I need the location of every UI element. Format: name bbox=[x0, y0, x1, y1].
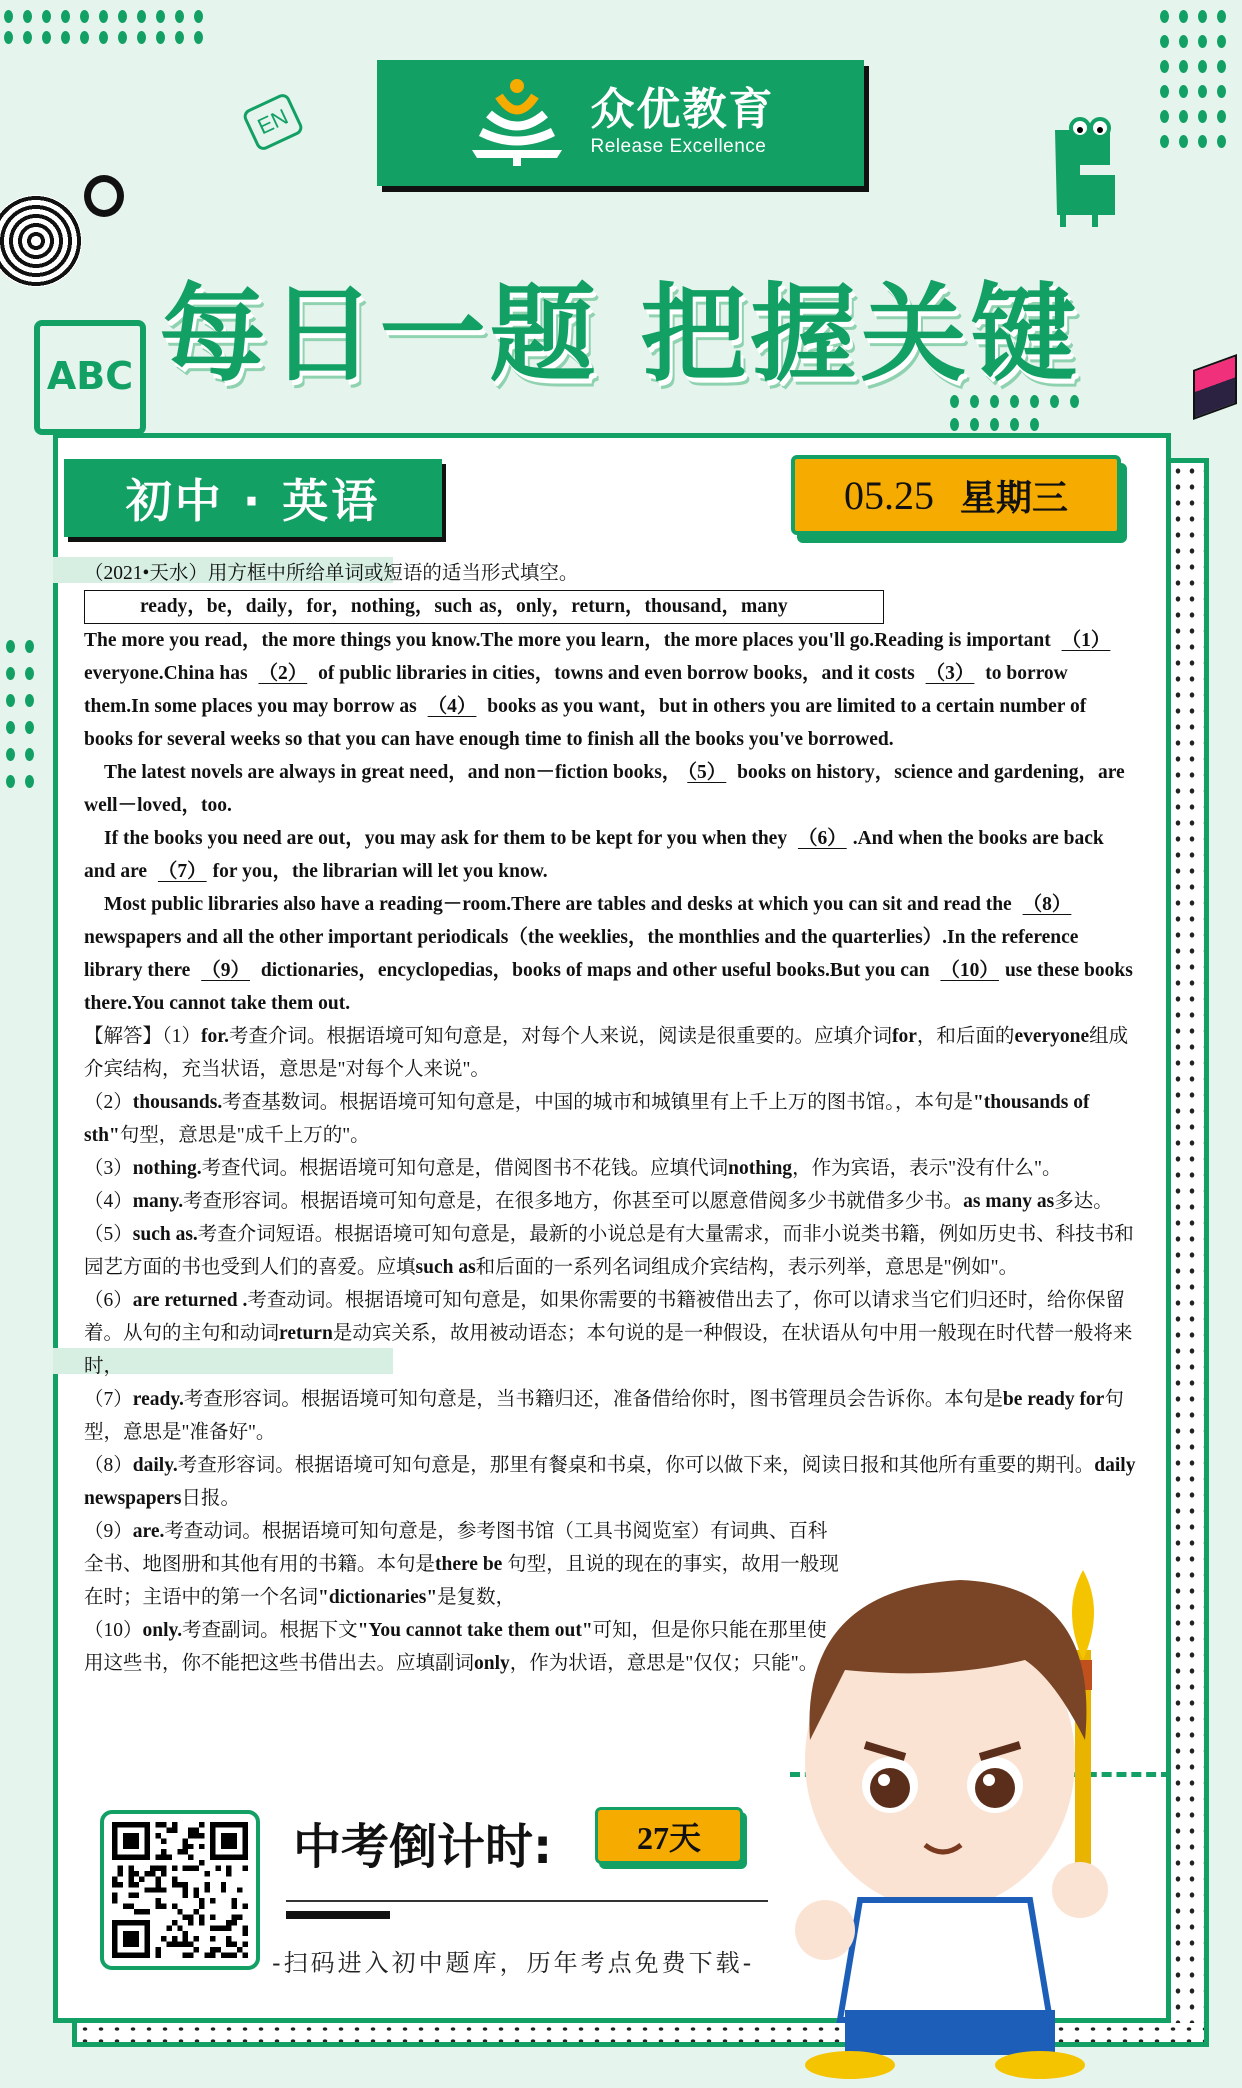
dot bbox=[1160, 35, 1169, 48]
date-badge bbox=[791, 455, 1121, 535]
decor-dots bbox=[4, 10, 203, 44]
text-segment: 考查形容词。根据语境可知句意是，那里有餐桌和书桌，你可以做下来，阅读日报和其他所有重要的期刊。 bbox=[177, 1455, 1095, 1476]
text-segment: books on history，science and gardening，are well－loved，too. bbox=[84, 762, 1125, 816]
dot bbox=[118, 10, 127, 23]
dot bbox=[1179, 10, 1188, 23]
passage-paragraph bbox=[84, 822, 1136, 888]
dot bbox=[1160, 110, 1169, 123]
answer-blank: （2） bbox=[258, 663, 308, 684]
text-segment: newspapers and all the other important periodicals（the weeklies，the monthlies and the quarterlies）.In the reference library there bbox=[84, 927, 1079, 981]
dot bbox=[1160, 60, 1169, 73]
text-segment: nothing bbox=[728, 1158, 793, 1179]
dot bbox=[25, 640, 34, 653]
dot bbox=[990, 418, 999, 431]
letter-e-mascot-icon bbox=[1045, 110, 1137, 230]
answer-blank: （10） bbox=[940, 960, 999, 981]
dot bbox=[4, 10, 13, 23]
dot bbox=[1217, 35, 1226, 48]
decor-dots bbox=[1160, 10, 1226, 148]
ring-icon bbox=[84, 175, 124, 217]
dot bbox=[1217, 10, 1226, 23]
dot bbox=[1010, 418, 1019, 431]
question-content bbox=[84, 557, 1136, 1680]
dot bbox=[99, 31, 108, 44]
dot bbox=[25, 775, 34, 788]
passage bbox=[84, 624, 1136, 1020]
text-segment: "dictionaries" bbox=[318, 1587, 438, 1608]
divider-accent bbox=[286, 1911, 390, 1919]
text-segment: The more you read，the more things you know.The more you learn，the more places you'll go.Reading is important bbox=[84, 630, 1056, 651]
abc-book-icon: ABC bbox=[34, 320, 146, 435]
text-segment: to borrow them.In some places you may borrow as bbox=[84, 663, 1068, 717]
dot bbox=[80, 10, 89, 23]
text-segment: nothing. bbox=[132, 1158, 202, 1179]
dot bbox=[6, 694, 15, 707]
dot bbox=[1198, 85, 1207, 98]
text-segment: of public libraries in cities，towns and even borrow books，and it costs bbox=[313, 663, 920, 684]
logo-emblem-icon bbox=[467, 78, 567, 168]
dot bbox=[1179, 35, 1188, 48]
text-segment: thousands. bbox=[132, 1092, 223, 1113]
dot bbox=[1030, 418, 1039, 431]
dot bbox=[970, 418, 979, 431]
dot bbox=[156, 10, 165, 23]
dot bbox=[118, 31, 127, 44]
text-segment: （2） bbox=[84, 1092, 133, 1113]
text-segment: （7） bbox=[84, 1389, 133, 1410]
text-segment: 是动宾关系，故用被动语态；本句说的是一种假设，在状语从句中用一般现在时代替一般将来时， bbox=[84, 1323, 1133, 1377]
qr-caption: -扫码进入初中题库，历年考点免费下载- bbox=[272, 1949, 755, 1977]
text-segment: 句型，意思是"准备好"。 bbox=[84, 1389, 1124, 1443]
dotted-frame-right bbox=[1171, 458, 1209, 2040]
text-segment: （9） bbox=[84, 1521, 133, 1542]
text-segment: （5） bbox=[84, 1224, 133, 1245]
brand-logo bbox=[377, 60, 864, 186]
dot bbox=[61, 10, 70, 23]
text-segment: 和后面的一系列名词组成介宾结构，表示列举，意思是"例如"。 bbox=[475, 1257, 1019, 1278]
dot bbox=[175, 10, 184, 23]
dot bbox=[6, 667, 15, 680]
dot bbox=[156, 31, 165, 44]
passage-paragraph bbox=[84, 756, 1136, 822]
word-box: ready，be，daily，for，nothing，such as，only，return，thousand，many bbox=[84, 590, 884, 624]
dot bbox=[1179, 135, 1188, 148]
text-segment: use these books there.You cannot take them out. bbox=[84, 960, 1133, 1014]
dot bbox=[42, 10, 51, 23]
text-segment: dictionaries，encyclopedias，books of maps and other useful books.But you can bbox=[255, 960, 935, 981]
text-segment: 句型，且说的现在的事实，故用一般现在时；主语中的第一个名词 bbox=[84, 1554, 839, 1608]
dot bbox=[6, 640, 15, 653]
dot bbox=[1198, 35, 1207, 48]
dot bbox=[194, 10, 203, 23]
text-segment: 组成介宾结构，充当状语，意思是"对每个人来说"。 bbox=[84, 1026, 1129, 1080]
text-segment: for you，the librarian will let you know. bbox=[212, 861, 548, 882]
qr-code[interactable] bbox=[100, 1810, 260, 1970]
text-segment: daily newspapers bbox=[84, 1455, 1136, 1509]
text-segment: 句型，意思是"成千上万的"。 bbox=[119, 1125, 370, 1146]
text-segment: Most public libraries also have a reading－room.There are tables and desks at which you can sit and read the bbox=[104, 894, 1017, 915]
text-segment: "You cannot take them out" bbox=[357, 1620, 593, 1641]
answer-blank: （4） bbox=[427, 696, 477, 717]
text-segment: only. bbox=[142, 1620, 183, 1641]
dot bbox=[25, 667, 34, 680]
passage-paragraph bbox=[84, 888, 1136, 1020]
text-segment: 【解答】（1） bbox=[84, 1026, 202, 1047]
passage-paragraph bbox=[84, 624, 1136, 756]
dot bbox=[1160, 85, 1169, 98]
date-day: 05.25 bbox=[843, 472, 934, 518]
student-mascot-illustration bbox=[790, 1570, 1170, 2080]
answer-item bbox=[84, 1449, 1136, 1515]
answer-item bbox=[84, 1152, 1136, 1185]
text-segment: such as bbox=[415, 1257, 476, 1278]
countdown-days: 27天 bbox=[595, 1807, 743, 1864]
dot bbox=[1198, 135, 1207, 148]
text-segment: only bbox=[474, 1653, 510, 1674]
dot bbox=[137, 31, 146, 44]
dot bbox=[6, 775, 15, 788]
text-segment: 考查代词。根据语境可知句意是，借阅图书不花钱。应填代词 bbox=[201, 1158, 729, 1179]
date-weekday: 星期三 bbox=[959, 476, 1068, 519]
text-segment: 考查基数词。根据语境可知句意是，中国的城市和城镇里有上千上万的图书馆。，本句是 bbox=[222, 1092, 973, 1113]
text-segment: as many as bbox=[963, 1191, 1055, 1212]
text-segment: such as. bbox=[132, 1224, 198, 1245]
text-segment: everyone bbox=[1014, 1026, 1090, 1047]
text-segment: daily. bbox=[132, 1455, 178, 1476]
answer-blank: （1） bbox=[1061, 630, 1111, 651]
dot bbox=[950, 418, 959, 431]
dot bbox=[1217, 135, 1226, 148]
answer-blank: （3） bbox=[925, 663, 975, 684]
text-segment: for bbox=[892, 1026, 917, 1047]
text-segment: 考查形容词。根据语境可知句意是，当书籍归还，准备借给你时，图书管理员会告诉你。本句是 bbox=[183, 1389, 1003, 1410]
text-segment: everyone.China has bbox=[84, 663, 253, 684]
dot bbox=[80, 31, 89, 44]
dot bbox=[1160, 135, 1169, 148]
answer-blank: （9） bbox=[201, 960, 250, 981]
target-circles-icon bbox=[0, 195, 82, 287]
dot bbox=[194, 31, 203, 44]
text-segment: 考查介词。根据语境可知句意是，对每个人来说，阅读是很重要的。应填介词 bbox=[229, 1026, 893, 1047]
headline: 每日一题 把握关键 bbox=[159, 273, 1081, 396]
brand-name-cn: 众优教育 bbox=[590, 84, 775, 135]
answer-blank: （6） bbox=[797, 828, 847, 849]
text-segment: are. bbox=[132, 1521, 165, 1542]
text-segment: 考查介词短语。根据语境可知句意是，最新的小说总是有大量需求，而非小说类书籍，例如历史书、科技书和园艺方面的书也受到人们的喜爱。应填 bbox=[84, 1224, 1134, 1278]
decor-dots bbox=[6, 640, 34, 788]
dot bbox=[6, 748, 15, 761]
text-segment: books as you want，but in others you are limited to a certain number of books for several weeks so that you can have enough time to finish all the books you've borrowed. bbox=[84, 696, 1087, 750]
answer-item bbox=[84, 1086, 1136, 1152]
dot bbox=[6, 721, 15, 734]
dot bbox=[1198, 10, 1207, 23]
answer-item bbox=[84, 1383, 1136, 1449]
text-segment: ，作为宾语，表示"没有什么"。 bbox=[792, 1158, 1062, 1179]
dot bbox=[4, 31, 13, 44]
text-segment: （8） bbox=[84, 1455, 133, 1476]
dot bbox=[23, 10, 32, 23]
text-segment: 考查副词。根据下文 bbox=[182, 1620, 358, 1641]
answer-item bbox=[84, 1515, 844, 1614]
text-segment: for. bbox=[201, 1026, 229, 1047]
text-segment: "thousands of sth" bbox=[84, 1092, 1090, 1146]
text-segment: are returned . bbox=[132, 1290, 248, 1311]
text-segment: （4） bbox=[84, 1191, 133, 1212]
brand-slogan: Release Excellence bbox=[590, 136, 767, 157]
answer-item bbox=[84, 1185, 1136, 1218]
text-segment: ready. bbox=[132, 1389, 184, 1410]
text-segment: .And when the books are back and are bbox=[84, 828, 1104, 882]
dot bbox=[1160, 10, 1169, 23]
answer-item bbox=[84, 1218, 1136, 1284]
answer-item bbox=[84, 1284, 1136, 1383]
text-segment: many. bbox=[132, 1191, 184, 1212]
dot bbox=[1198, 110, 1207, 123]
text-segment: return bbox=[279, 1323, 333, 1344]
dot bbox=[1217, 60, 1226, 73]
text-segment: ，和后面的 bbox=[916, 1026, 1015, 1047]
text-segment: there be bbox=[435, 1554, 503, 1575]
dot bbox=[99, 10, 108, 23]
dot bbox=[25, 694, 34, 707]
text-segment: （3） bbox=[84, 1158, 133, 1179]
text-segment: The latest novels are always in great need，and non－fiction books， bbox=[104, 762, 682, 783]
dot bbox=[1179, 60, 1188, 73]
text-segment: 是复数， bbox=[437, 1587, 516, 1608]
text-segment: If the books you need are out，you may ask for them to be kept for you when they bbox=[104, 828, 792, 849]
dot bbox=[42, 31, 51, 44]
dot bbox=[1198, 60, 1207, 73]
answer-blank: （8） bbox=[1022, 894, 1072, 915]
answer-blank: （7） bbox=[157, 861, 207, 882]
dot bbox=[23, 31, 32, 44]
dot bbox=[61, 31, 70, 44]
answer-item bbox=[84, 1614, 844, 1680]
question-intro: （2021•天水）用方框中所给单词或短语的适当形式填空。 bbox=[84, 563, 579, 584]
text-segment: 日报。 bbox=[181, 1488, 241, 1509]
text-segment: be ready for bbox=[1002, 1389, 1105, 1410]
dot bbox=[175, 31, 184, 44]
en-badge-icon: EN bbox=[241, 91, 305, 152]
answer-item bbox=[84, 1020, 1136, 1086]
countdown-label: 中考倒计时: bbox=[293, 1819, 553, 1875]
text-segment: 多达。 bbox=[1054, 1191, 1113, 1212]
dot bbox=[1217, 110, 1226, 123]
text-segment: 考查形容词。根据语境可知句意是，在很多地方，你甚至可以愿意借阅多少书就借多少书。 bbox=[183, 1191, 964, 1212]
dot bbox=[1179, 110, 1188, 123]
text-segment: （6） bbox=[84, 1290, 133, 1311]
text-segment: 可知，但是你只能在那里使用这些书，你不能把这些书借出去。应填副词 bbox=[84, 1620, 827, 1674]
dot bbox=[25, 721, 34, 734]
dot bbox=[137, 10, 146, 23]
dot bbox=[25, 748, 34, 761]
answer-blank: （5） bbox=[687, 762, 727, 783]
subject-tag: 初中 · 英语 bbox=[64, 459, 442, 537]
text-segment: （10） bbox=[84, 1620, 143, 1641]
text-segment: ，作为状语，意思是"仅仅；只能"。 bbox=[509, 1653, 819, 1674]
cube-icon bbox=[1193, 354, 1237, 420]
text-segment: 考查动词。根据语境可知句意是，参考图书馆（工具书阅览室）有词典、百科全书、地图册和其他有用的书籍。本句是 bbox=[84, 1521, 828, 1575]
text-segment: 考查动词。根据语境可知句意是，如果你需要的书籍被借出去了，你可以请求当它们归还时，给你保留着。从句的主句和动词 bbox=[84, 1290, 1125, 1344]
divider-line bbox=[286, 1900, 768, 1902]
dot bbox=[1179, 85, 1188, 98]
dot bbox=[1217, 85, 1226, 98]
